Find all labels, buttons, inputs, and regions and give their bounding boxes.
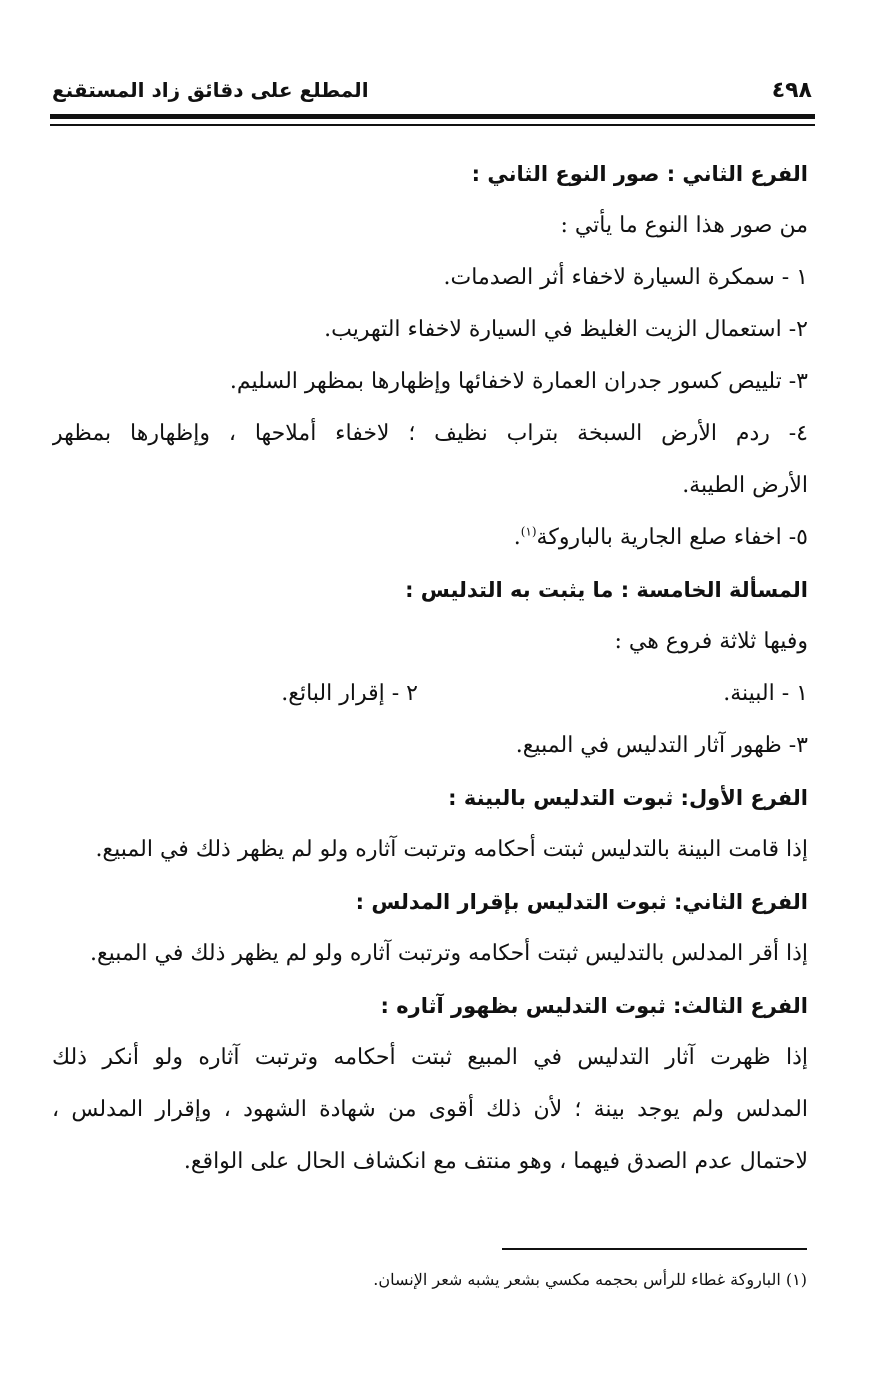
list-item: ١ - سمكرة السيارة لاخفاء أثر الصدمات.	[443, 265, 808, 290]
list-row	[52, 668, 808, 720]
paragraph: إذا ظهرت آثار التدليس في المبيع ثبتت أحكامه وترتبت آثاره ولو أنكر ذلك	[52, 1045, 808, 1070]
list-item: ٢ - إقرار البائع.	[281, 681, 418, 706]
header-rule-thin	[50, 124, 815, 126]
page-number: ٤٩٨	[771, 78, 812, 103]
footnote-separator	[502, 1248, 807, 1250]
list-item: ١ - البينة.	[723, 681, 808, 706]
section-heading: الفرع الأول: ثبوت التدليس بالبينة :	[448, 786, 808, 810]
paragraph: من صور هذا النوع ما يأتي :	[560, 213, 808, 238]
running-title: المطلع على دقائق زاد المستقنع	[52, 78, 369, 102]
list-item: ٣- تلييص كسور جدران العمارة لاخفائها وإظهارها بمظهر السليم.	[229, 369, 808, 394]
footnote-reference[interactable]: (١)	[520, 524, 537, 539]
list-item	[52, 512, 808, 564]
page-header	[52, 78, 812, 112]
footnote: (١) الباروكة غطاء للرأس بحجمه مكسي بشعر يشبه شعر الإنسان.	[373, 1270, 807, 1289]
list-item-end: .	[513, 525, 521, 550]
page-body	[52, 148, 808, 1188]
list-item-text: ٥- اخفاء صلع الجارية بالباروكة	[536, 525, 808, 550]
section-heading: المسألة الخامسة : ما يثبت به التدليس :	[405, 578, 808, 602]
paragraph: المدلس ولم يوجد بينة ؛ لأن ذلك أقوى من شهادة الشهود ، وإقرار المدلس ،	[52, 1097, 808, 1122]
list-item: ٣- ظهور آثار التدليس في المبيع.	[515, 733, 808, 758]
section-heading: الفرع الثالث: ثبوت التدليس بظهور آثاره :	[380, 994, 808, 1018]
paragraph: إذا أقر المدلس بالتدليس ثبتت أحكامه وترتبت آثاره ولو لم يظهر ذلك في المبيع.	[89, 941, 808, 966]
list-item-continuation: الأرض الطيبة.	[682, 473, 808, 498]
list-item: ٢- استعمال الزيت الغليظ في السيارة لاخفاء التهريب.	[324, 317, 808, 342]
section-heading: الفرع الثاني: ثبوت التدليس بإقرار المدلس :	[355, 890, 808, 914]
section-heading: الفرع الثاني : صور النوع الثاني :	[471, 162, 808, 186]
paragraph: وفيها ثلاثة فروع هي :	[614, 629, 808, 654]
paragraph: لاحتمال عدم الصدق فيهما ، وهو منتف مع انكشاف الحال على الواقع.	[183, 1149, 808, 1174]
list-item: ٤- ردم الأرض السبخة بتراب نظيف ؛ لاخفاء أملاحها ، وإظهارها بمظهر	[52, 421, 808, 446]
header-rule-thick	[50, 114, 815, 119]
paragraph: إذا قامت البينة بالتدليس ثبتت أحكامه وترتبت آثاره ولو لم يظهر ذلك في المبيع.	[95, 837, 808, 862]
